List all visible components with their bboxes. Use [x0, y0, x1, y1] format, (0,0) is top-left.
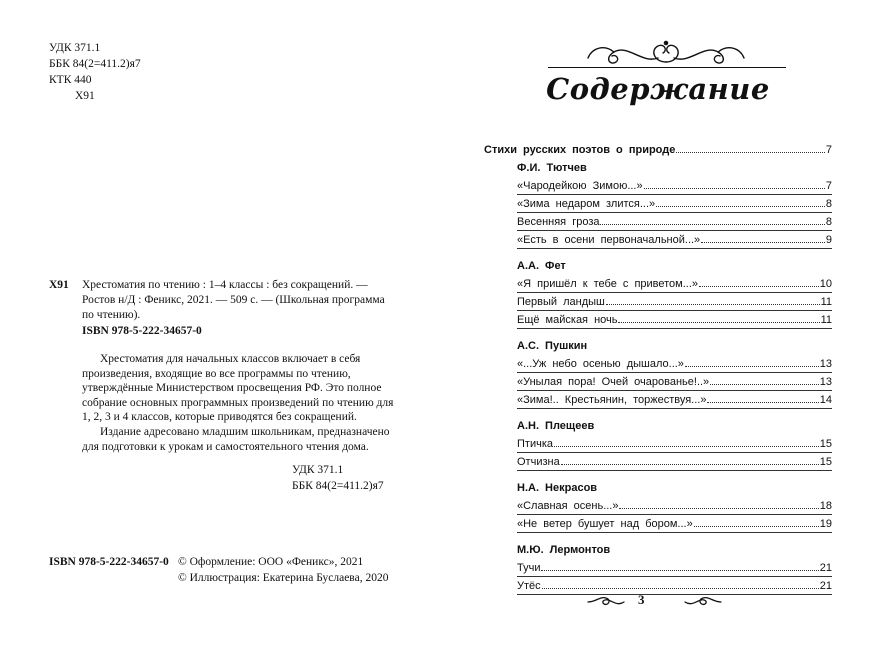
- flourish-top-icon: [584, 38, 748, 68]
- imprint-isbn: ISBN 978-5-222-34657-0: [49, 556, 169, 568]
- toc-author: А.С. Пушкин: [517, 340, 588, 352]
- toc-entry-title: «Не ветер бушует над бором...»: [517, 518, 693, 530]
- annotation-paragraph: Издание адресовано младшим школьникам, предназначено для подготовки к урокам и самостоятельного чтения дома.: [82, 425, 390, 453]
- toc-entry[interactable]: [517, 559, 832, 577]
- toc-page: 18: [819, 500, 832, 512]
- toc-entry[interactable]: [517, 293, 832, 311]
- toc-entry-title: «Зима!.. Крестьянин, торжествуя...»: [517, 394, 707, 406]
- toc-entry-title: «...Уж небо осенью дышало...»: [517, 358, 684, 370]
- toc-entry[interactable]: [517, 311, 832, 329]
- bbk-code: ББК 84(2=411.2)я7: [292, 480, 384, 492]
- toc-page: 7: [825, 180, 832, 192]
- toc-page: 13: [819, 358, 832, 370]
- table-of-contents: [484, 141, 832, 595]
- toc-section-title: Стихи русских поэтов о природе: [484, 144, 676, 156]
- ktk-code: КТК 440: [49, 74, 92, 86]
- right-page: [438, 0, 876, 657]
- toc-entry-title: Ещё майская ночь: [517, 314, 618, 326]
- toc-page: 14: [819, 394, 832, 406]
- toc-entry-title: «Чародейкою Зимою...»: [517, 180, 643, 192]
- toc-entry-title: «Унылая пора! Очей очарованье!..»: [517, 376, 710, 388]
- toc-leader: [694, 526, 819, 527]
- toc-page: 11: [820, 296, 832, 308]
- flourish-right-icon: [683, 594, 723, 610]
- toc-entry[interactable]: [517, 231, 832, 249]
- udk-code: УДК 371.1: [292, 464, 344, 476]
- copyright-line: © Иллюстрация: Екатерина Буслаева, 2020: [178, 572, 389, 584]
- toc-page: 19: [819, 518, 832, 530]
- toc-leader: [676, 152, 825, 153]
- toc-entry[interactable]: [517, 177, 832, 195]
- toc-leader: [656, 206, 825, 207]
- toc-leader: [541, 570, 818, 571]
- toc-page: 21: [819, 580, 832, 592]
- toc-leader: [685, 366, 819, 367]
- toc-leader: [561, 464, 819, 465]
- toc-entry[interactable]: [517, 195, 832, 213]
- classification-codes: [49, 40, 141, 104]
- toc-entry[interactable]: [517, 355, 832, 373]
- toc-leader: [619, 508, 818, 509]
- page-title: Содержание: [546, 72, 770, 106]
- copyright-line: © Оформление: ООО «Феникс», 2021: [178, 556, 364, 568]
- toc-page: 7: [825, 144, 832, 156]
- bib-description: Хрестоматия по чтению : 1–4 классы : без сокращений. — Ростов н/Д : Феникс, 2021. — 509 с. — (Школьная программа по чтению).: [82, 279, 385, 321]
- toc-entry[interactable]: [517, 373, 832, 391]
- annotation-paragraph: Хрестоматия для начальных классов включает в себя произведения, входящие во все программы по чтению, утверждённые Министерством просвещения РФ. Это полное собрание основных программных произведений по чтению для 1, 2, 3 и 4 классов, которые приводятся без сокращений.: [82, 353, 394, 424]
- toc-leader: [542, 588, 819, 589]
- toc-page: 10: [819, 278, 832, 290]
- toc-leader: [600, 224, 824, 225]
- toc-author: А.Н. Плещеев: [517, 420, 595, 432]
- toc-page: 13: [819, 376, 832, 388]
- isbn: ISBN 978-5-222-34657-0: [82, 325, 202, 337]
- toc-entry[interactable]: [517, 391, 832, 409]
- toc-page: 9: [825, 234, 832, 246]
- toc-leader: [644, 188, 825, 189]
- toc-entry[interactable]: [517, 577, 832, 595]
- toc-entry-title: Утёс: [517, 580, 541, 592]
- toc-leader: [554, 446, 819, 447]
- imprint: [49, 554, 388, 586]
- toc-author: М.Ю. Лермонтов: [517, 544, 611, 556]
- toc-author: А.А. Фет: [517, 260, 566, 272]
- toc-entry[interactable]: [517, 275, 832, 293]
- flourish-left-icon: [586, 594, 626, 610]
- title-rule: [548, 67, 786, 68]
- page-number: 3: [638, 592, 645, 607]
- toc-author: Ф.И. Тютчев: [517, 162, 587, 174]
- bbk-code: ББК 84(2=411.2)я7: [49, 58, 141, 70]
- udk-code: УДК 371.1: [49, 42, 101, 54]
- toc-entry-title: «Я пришёл к тебе с приветом...»: [517, 278, 699, 290]
- annotation: [82, 352, 394, 454]
- toc-entry[interactable]: [517, 213, 832, 231]
- toc-entry[interactable]: [517, 453, 832, 471]
- toc-entry-title: «Зима недаром злится...»: [517, 198, 656, 210]
- toc-entry-title: «Славная осень...»: [517, 500, 619, 512]
- toc-entry[interactable]: [517, 435, 832, 453]
- toc-section[interactable]: [484, 141, 832, 159]
- bibliographic-record: [49, 278, 397, 323]
- toc-entry-title: «Есть в осени первоначальной...»: [517, 234, 701, 246]
- toc-leader: [606, 304, 820, 305]
- toc-page: 21: [819, 562, 832, 574]
- toc-leader: [618, 322, 819, 323]
- toc-page: 15: [819, 456, 832, 468]
- toc-leader: [701, 242, 825, 243]
- toc-entry-title: Тучи: [517, 562, 541, 574]
- toc-entry[interactable]: [517, 497, 832, 515]
- toc-entry-title: Весенняя гроза: [517, 216, 600, 228]
- toc-page: 11: [820, 314, 832, 326]
- toc-leader: [699, 286, 819, 287]
- toc-author: Н.А. Некрасов: [517, 482, 598, 494]
- toc-entry-title: Первый ландыш: [517, 296, 605, 308]
- toc-entry-title: Птичка: [517, 438, 553, 450]
- toc-page: 15: [819, 438, 832, 450]
- author-mark: Х91: [75, 90, 95, 102]
- classification-codes-bottom: [292, 462, 384, 494]
- toc-page: 8: [825, 198, 832, 210]
- bib-code: Х91: [49, 279, 69, 291]
- toc-entry[interactable]: [517, 515, 832, 533]
- toc-entry-title: Отчизна: [517, 456, 560, 468]
- toc-leader: [707, 402, 818, 403]
- toc-page: 8: [825, 216, 832, 228]
- toc-leader: [710, 384, 819, 385]
